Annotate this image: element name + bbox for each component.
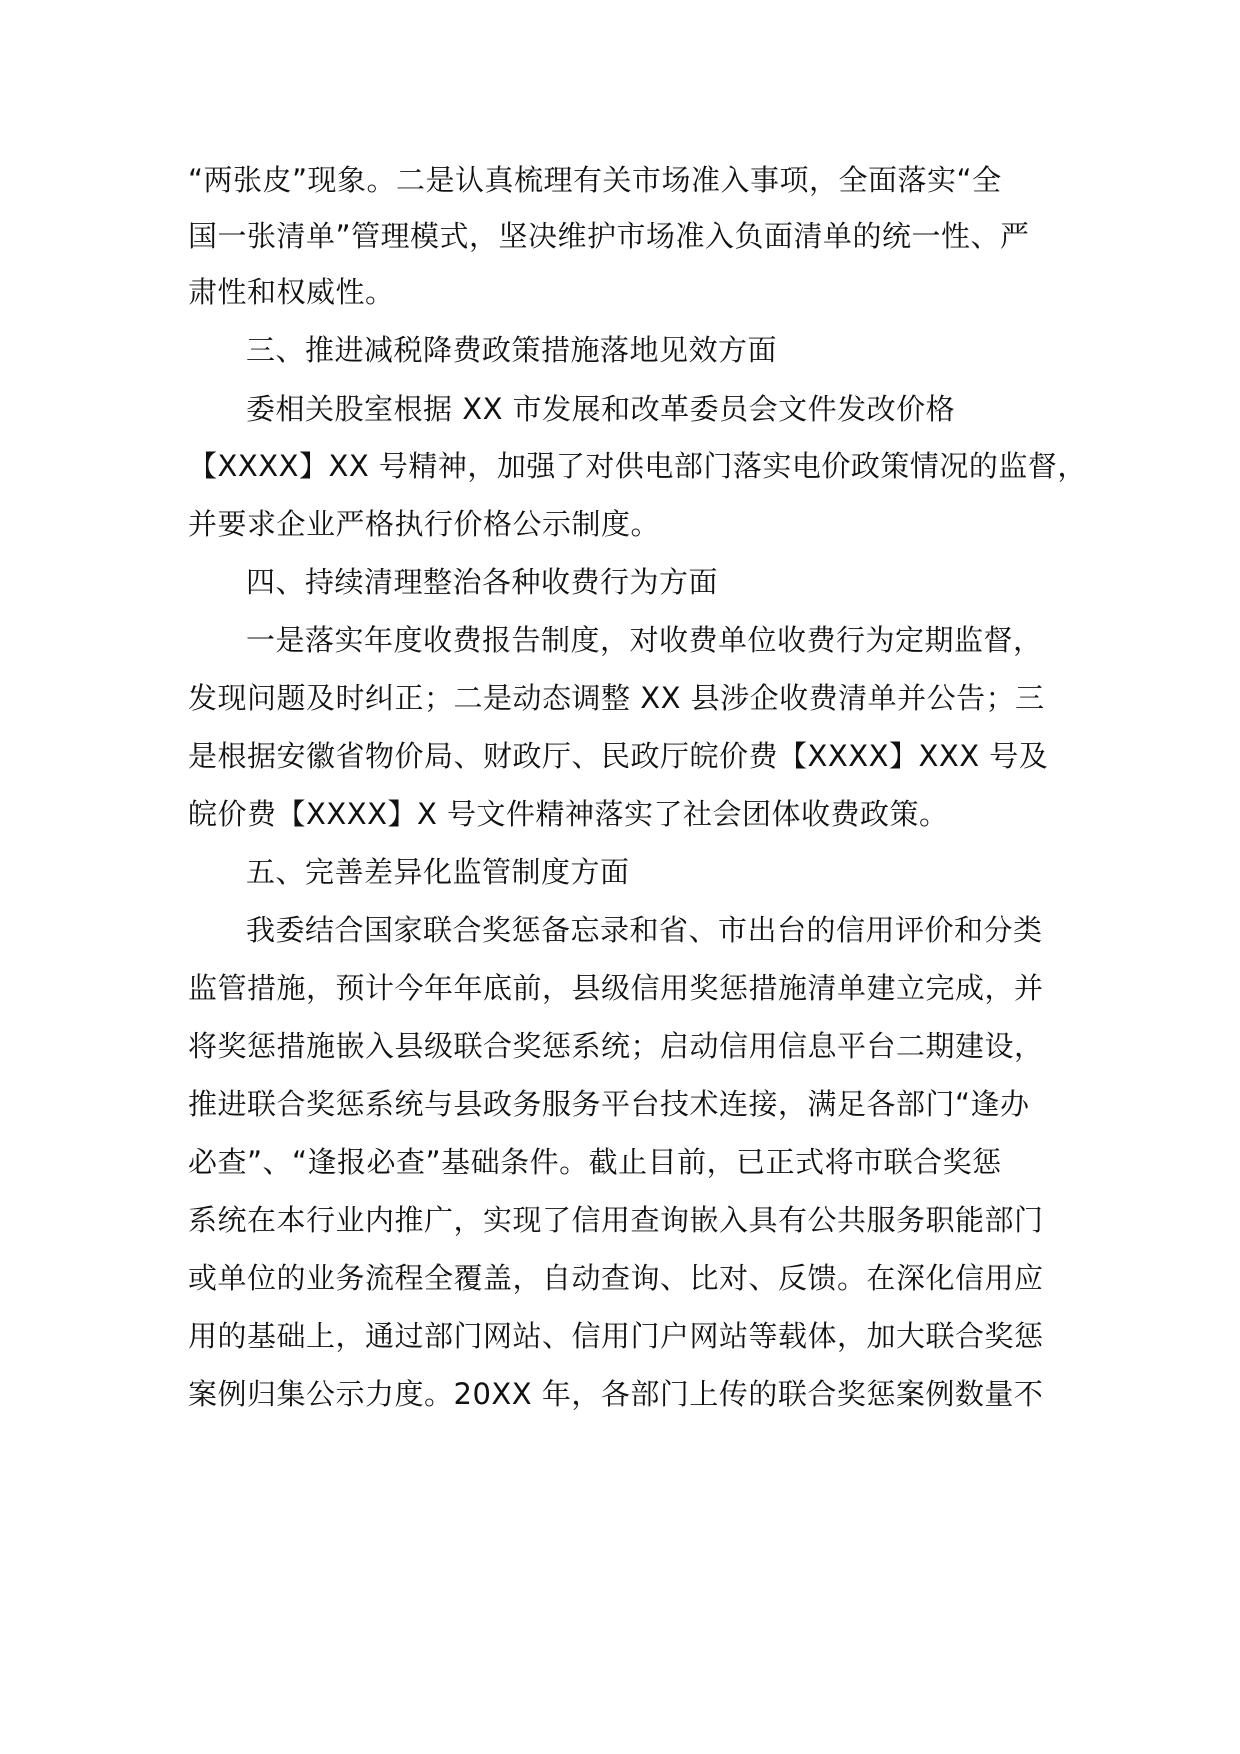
section-heading: 三、推进减税降费政策措施落地见效方面 <box>246 333 778 367</box>
paragraph-line: 并要求企业严格执行价格公示制度。 <box>188 507 661 541</box>
paragraph-line: “两张皮”现象。二是认真梳理有关市场准入事项，全面落实“全 <box>188 163 1002 197</box>
paragraph-line: 监管措施，预计今年年底前，县级信用奖惩措施清单建立完成，并 <box>188 971 1044 1005</box>
paragraph-line: 国一张清单”管理模式，坚决维护市场准入负面清单的统一性、严 <box>188 219 1030 253</box>
paragraph-line: 系统在本行业内推广，实现了信用查询嵌入具有公共服务职能部门 <box>188 1203 1044 1237</box>
paragraph-line: 一是落实年度收费报告制度，对收费单位收费行为定期监督， <box>246 623 1043 657</box>
paragraph-line: 【XXXX】XX 号精神，加强了对供电部门落实电价政策情况的监督， <box>188 449 1087 483</box>
paragraph-line: 案例归集公示力度。20XX 年，各部门上传的联合奖惩案例数量不 <box>188 1377 1044 1411</box>
paragraph-line: 必查”、“逢报必查”基础条件。截止目前，已正式将市联合奖惩 <box>188 1145 1002 1179</box>
paragraph-line: 或单位的业务流程全覆盖，自动查询、比对、反馈。在深化信用应 <box>188 1261 1044 1295</box>
paragraph-line: 将奖惩措施嵌入县级联合奖惩系统；启动信用信息平台二期建设， <box>188 1029 1044 1063</box>
section-heading: 五、完善差异化监管制度方面 <box>246 855 630 889</box>
paragraph-line: 皖价费【XXXX】X 号文件精神落实了社会团体收费政策。 <box>188 797 949 831</box>
paragraph-line: 是根据安徽省物价局、财政厅、民政厅皖价费【XXXX】XXX 号及 <box>188 739 1049 773</box>
section-heading: 四、持续清理整治各种收费行为方面 <box>246 565 719 599</box>
paragraph-line: 用的基础上，通过部门网站、信用门户网站等载体，加大联合奖惩 <box>188 1319 1044 1353</box>
paragraph-line: 我委结合国家联合奖惩备忘录和省、市出台的信用评价和分类 <box>246 913 1043 947</box>
paragraph-line: 委相关股室根据 XX 市发展和改革委员会文件发改价格 <box>246 392 956 426</box>
paragraph-line: 肃性和权威性。 <box>188 275 395 309</box>
paragraph-line: 推进联合奖惩系统与县政务服务平台技术连接，满足各部门“逢办 <box>188 1087 1030 1121</box>
paragraph-line: 发现问题及时纠正；二是动态调整 XX 县涉企收费清单并公告；三 <box>188 681 1045 715</box>
